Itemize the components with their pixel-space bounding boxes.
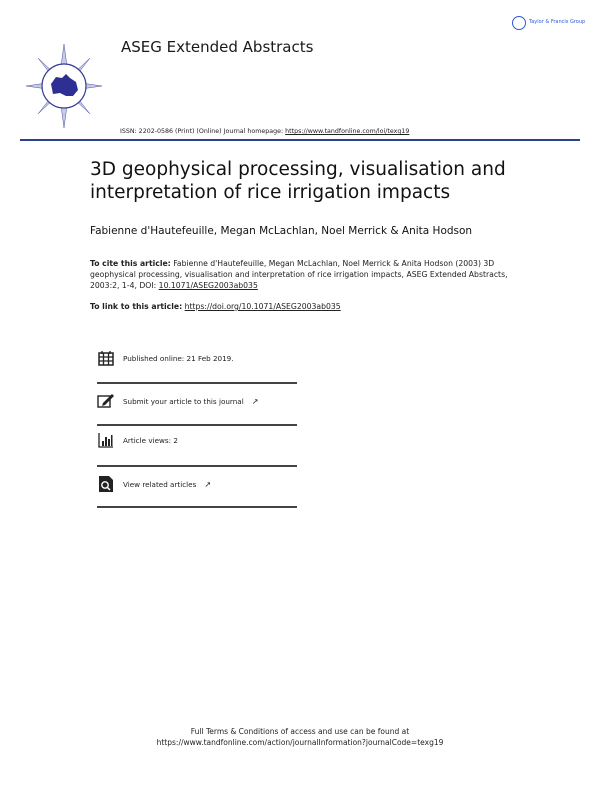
article-views — [97, 431, 297, 449]
cite-label: To cite this article: — [90, 259, 171, 268]
external-link-icon: ↗ — [251, 396, 259, 406]
published-text: Published online: 21 Feb 2019. — [123, 353, 234, 363]
cite-text: Fabienne d'Hautefeuille, Megan McLachlan, Noel Merrick & Anita Hodson (2003) 3D geophysical processing, visualisation and interpretation of rice irrigation impacts, ASEG Extended Abstracts, 2003:2, 1-4, DOI: — [90, 259, 508, 290]
related-articles-link[interactable] — [97, 475, 297, 493]
publisher-logo[interactable] — [512, 16, 585, 30]
calendar-icon — [97, 349, 115, 367]
document-search-icon — [97, 475, 115, 493]
doi-link[interactable]: 10.1071/ASEG2003ab035 — [158, 281, 258, 290]
article-link[interactable]: https://doi.org/10.1071/ASEG2003ab035 — [184, 302, 341, 311]
divider — [97, 506, 297, 508]
edit-icon — [97, 392, 115, 410]
footer-url[interactable]: https://www.tandfonline.com/action/journalInformation?journalCode=texg19 — [156, 738, 444, 747]
bar-chart-icon — [97, 431, 115, 449]
citation — [90, 258, 530, 291]
link-label: To link to this article: — [90, 302, 183, 311]
related-text: View related articles — [123, 479, 197, 489]
issn-line — [120, 128, 409, 135]
published-online — [97, 349, 297, 367]
footer — [0, 726, 600, 748]
aseg-logo — [26, 44, 102, 128]
divider — [97, 382, 297, 384]
external-link-icon: ↗ — [204, 479, 212, 489]
divider — [97, 424, 297, 426]
footer-terms: Full Terms & Conditions of access and use can be found at — [190, 727, 410, 736]
issn-text: ISSN: 2202-0586 (Print) (Online) Journal homepage: — [120, 128, 284, 135]
header-divider — [20, 139, 580, 141]
article-authors: Fabienne d'Hautefeuille, Megan McLachlan, Noel Merrick & Anita Hodson — [90, 225, 473, 237]
views-text: Article views: 2 — [123, 435, 178, 445]
publisher-logo-icon — [512, 16, 526, 30]
submit-text: Submit your article to this journal — [123, 396, 244, 406]
journal-homepage-link[interactable]: https://www.tandfonline.com/loi/texg19 — [285, 128, 410, 135]
article-link-line — [90, 302, 341, 311]
journal-title: ASEG Extended Abstracts — [121, 38, 314, 56]
article-title: 3D geophysical processing, visualisation and interpretation of rice irrigation impacts — [90, 159, 506, 203]
submit-article-link[interactable] — [97, 392, 297, 410]
publisher-logo-text: Taylor & Francis Group — [529, 19, 586, 26]
divider — [97, 465, 297, 467]
